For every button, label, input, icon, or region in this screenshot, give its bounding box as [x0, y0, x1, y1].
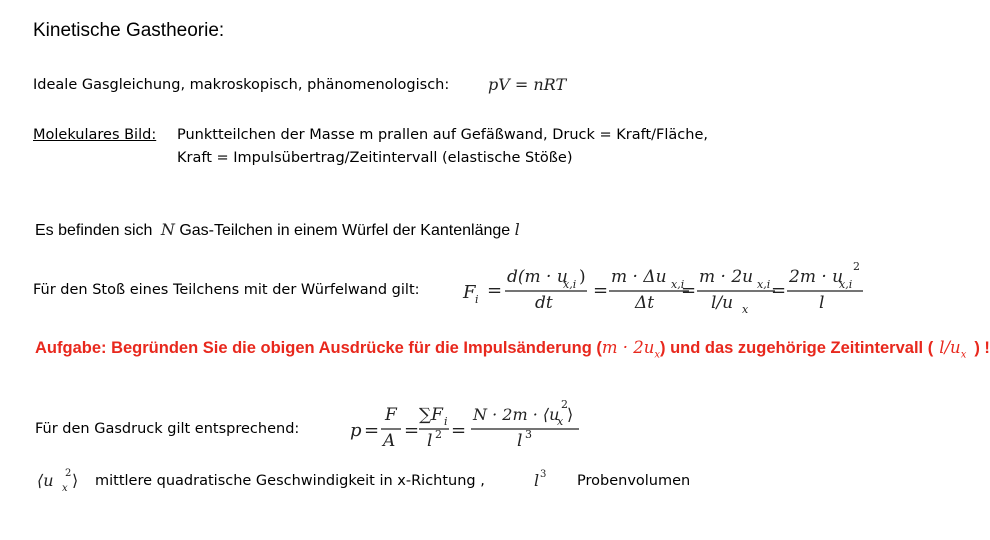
task-sentence [35, 338, 990, 360]
pressure-f3-den: l [517, 431, 523, 451]
pressure-f3-num-sub: x [557, 415, 564, 428]
pressure-f2-den: l [427, 431, 433, 451]
impact-frac3-den-sub: x [742, 303, 749, 316]
task-math-2: l/u [939, 338, 961, 357]
legend-symbol-sub: x [62, 483, 68, 494]
pressure-f3-num-sup: 2 [561, 398, 568, 411]
pressure-f1-num: F [385, 405, 397, 425]
legend-symbol-2 [530, 466, 554, 494]
impact-frac4-sub: x,i [839, 278, 853, 291]
task-part-1: Aufgabe: Begründen Sie die obigen Ausdrücke für die Impulsänderung ( [35, 339, 602, 357]
legend-desc-2: Probenvolumen [577, 473, 691, 489]
impact-eq-4: = [771, 280, 787, 301]
page-title: Kinetische Gastheorie: [33, 20, 225, 41]
pressure-f2-num: ∑F [419, 405, 443, 425]
legend-symbol-sup: 2 [65, 468, 72, 479]
task-part-2: ) und das zugehörige Zeitintervall ( [660, 339, 934, 357]
task-math-2-sub: x [960, 349, 967, 361]
impact-frac3-den: l/u [711, 293, 734, 313]
impact-frac2-num: m · Δu [611, 267, 667, 287]
pressure-label: Für den Gasdruck gilt entsprechend: [35, 421, 300, 437]
molecular-line-1: Punktteilchen der Masse m prallen auf Gefäßwand, Druck = Kraft/Fläche, [177, 127, 708, 143]
task-math-1-sub: x [654, 349, 661, 361]
impact-F-sub: i [475, 293, 479, 306]
pressure-formula [345, 398, 595, 460]
impact-eq-3: = [681, 280, 697, 301]
impact-frac4-num: 2m · u [789, 267, 844, 287]
impact-eq-2: = [593, 280, 609, 301]
impact-frac3-num: m · 2u [699, 267, 754, 287]
cube-middle: Gas-Teilchen in einem Würfel der Kantenlänge [179, 222, 511, 239]
pressure-p: p [350, 420, 362, 441]
cube-symbol-N: N [160, 220, 175, 239]
impact-frac4-den: l [819, 293, 825, 313]
cube-symbol-l: l [514, 220, 520, 239]
legend-desc-1: mittlere quadratische Geschwindigkeit in x-Richtung , [95, 473, 485, 489]
cube-prefix: Es befinden sich [35, 222, 153, 239]
impact-frac1-num: d(m · u [507, 267, 568, 287]
legend-symbol-2-sup: 3 [540, 469, 547, 480]
impact-frac1-den: dt [535, 293, 553, 313]
pressure-eq-1: = [364, 420, 380, 441]
impact-frac1-close: ) [579, 267, 586, 287]
pressure-f2-num-sub: i [444, 415, 448, 428]
ideal-gas-formula: pV = nRT [488, 75, 567, 94]
ideal-gas-label: Ideale Gasgleichung, makroskopisch, phänomenologisch: [33, 77, 450, 93]
pressure-eq-3: = [451, 420, 467, 441]
task-math-1: m · 2u [601, 338, 655, 357]
impact-eq-1: = [487, 280, 503, 301]
pressure-f3-den-sup: 3 [525, 428, 532, 441]
pressure-f3-num: N · 2m · ⟨u [473, 405, 560, 424]
molecular-label: Molekulares Bild: [33, 127, 157, 143]
impact-label: Für den Stoß eines Teilchens mit der Würfelwand gilt: [33, 282, 420, 298]
cube-sentence [35, 220, 520, 240]
impact-frac3-sub: x,i [757, 278, 771, 291]
legend-symbol-2-main: l [534, 471, 540, 490]
impact-frac1-sub: x,i [563, 278, 577, 291]
impact-frac2-sub: x,i [671, 278, 685, 291]
pressure-f1-den: A [383, 431, 396, 451]
legend-symbol [35, 466, 85, 494]
pressure-f3-num-close: ⟩ [567, 405, 574, 424]
legend-symbol-close: ⟩ [72, 471, 79, 490]
impact-F: F [463, 282, 476, 303]
impact-frac2-den: Δt [635, 293, 655, 313]
pressure-eq-2: = [404, 420, 420, 441]
molecular-line-2: Kraft = Impulsübertrag/Zeitintervall (elastische Stöße) [177, 150, 573, 166]
impact-formula [455, 258, 875, 318]
legend-symbol-main: ⟨u [37, 471, 54, 490]
task-part-3: ) ! [974, 339, 990, 357]
impact-frac4-sup: 2 [853, 260, 860, 273]
pressure-f2-den-sup: 2 [435, 428, 442, 441]
